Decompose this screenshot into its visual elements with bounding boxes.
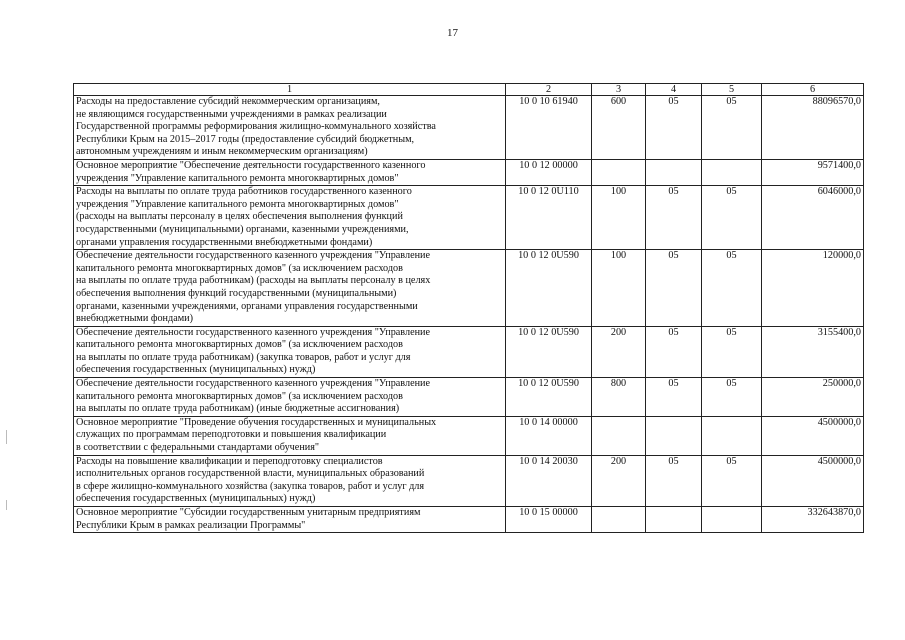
row-amount: 9571400,0 (762, 159, 864, 185)
row-description (74, 378, 506, 417)
row-description (74, 416, 506, 455)
description-line: Основное мероприятие "Обеспечение деятельности государственного казенного (76, 159, 426, 171)
row-expense-type: 100 (592, 250, 646, 327)
row-subsection (702, 416, 762, 455)
row-amount: 4500000,0 (762, 455, 864, 506)
table-row (74, 416, 864, 455)
row-expense-type (592, 507, 646, 533)
row-expense-type: 200 (592, 326, 646, 377)
description-line: внебюджетными фондами) (76, 313, 194, 325)
description-line: Основное мероприятие "Субсидии государственным унитарным предприятиям (76, 507, 421, 518)
row-section: 05 (646, 455, 702, 506)
col-header-3: 3 (592, 84, 646, 96)
binder-mark (6, 430, 7, 444)
col-header-1: 1 (74, 84, 506, 96)
description-line: не являющимся государственными учреждениями в рамках реализации (76, 108, 387, 120)
row-section: 05 (646, 250, 702, 327)
description-line: Расходы на повышение квалификации и переподготовку специалистов (76, 455, 383, 467)
description-line: капитального ремонта многоквартирных домов" (за исключением расходов (76, 339, 403, 351)
row-description (74, 455, 506, 506)
row-amount: 250000,0 (762, 378, 864, 417)
row-target-code: 10 0 12 0U590 (506, 378, 592, 417)
description-line: на выплаты по оплате труда работникам) (закупка товаров, работ и услуг для (76, 351, 411, 363)
row-amount: 4500000,0 (762, 416, 864, 455)
row-subsection (702, 159, 762, 185)
description-line: исполнительных органов государственной власти, муниципальных образований (76, 468, 425, 480)
description-line: обеспечения выполнения функций государственными (муниципальными) (76, 287, 397, 299)
description-line: учреждения "Управление капитального ремонта многоквартирных домов" (76, 172, 399, 184)
header-row (74, 84, 864, 96)
row-subsection: 05 (702, 455, 762, 506)
row-expense-type (592, 416, 646, 455)
row-section: 05 (646, 186, 702, 250)
row-amount: 88096570,0 (762, 96, 864, 160)
col-header-5: 5 (702, 84, 762, 96)
row-expense-type: 800 (592, 378, 646, 417)
row-description (74, 159, 506, 185)
row-target-code: 10 0 15 00000 (506, 507, 592, 533)
row-description (74, 507, 506, 533)
row-target-code: 10 0 12 00000 (506, 159, 592, 185)
description-line: капитального ремонта многоквартирных домов" (за исключением расходов (76, 390, 403, 402)
description-line: Обеспечение деятельности государственного казенного учреждения "Управление (76, 326, 431, 338)
row-description (74, 186, 506, 250)
description-line: Республики Крым на 2015–2017 годы (предоставление субсидий бюджетным, (76, 133, 415, 145)
description-line: (расходы на выплаты персоналу в целях обеспечения выполнения функций (76, 211, 403, 223)
description-line: Расходы на выплаты по оплате труда работников государственного казенного (76, 186, 412, 198)
table-row (74, 326, 864, 377)
row-section (646, 416, 702, 455)
row-section: 05 (646, 326, 702, 377)
row-subsection: 05 (702, 326, 762, 377)
table-row (74, 159, 864, 185)
description-line: в соответствии с федеральными стандартами обучения" (76, 442, 320, 454)
row-target-code: 10 0 14 00000 (506, 416, 592, 455)
row-subsection: 05 (702, 378, 762, 417)
row-description (74, 326, 506, 377)
row-target-code: 10 0 10 61940 (506, 96, 592, 160)
description-line: капитального ремонта многоквартирных домов" (за исключением расходов (76, 262, 403, 274)
row-target-code: 10 0 12 0U110 (506, 186, 592, 250)
row-target-code: 10 0 14 20030 (506, 455, 592, 506)
row-subsection: 05 (702, 250, 762, 327)
row-description (74, 96, 506, 160)
description-line: на выплаты по оплате труда работникам) (расходы на выплаты персоналу в целях (76, 275, 431, 287)
row-target-code: 10 0 12 0U590 (506, 250, 592, 327)
row-subsection: 05 (702, 96, 762, 160)
description-line: учреждения "Управление капитального ремонта многоквартирных домов" (76, 198, 399, 210)
table-row (74, 186, 864, 250)
row-expense-type: 600 (592, 96, 646, 160)
description-line: Основное мероприятие "Проведение обучения государственных и муниципальных (76, 416, 437, 428)
description-line: автономным учреждениям и иным некоммерческим организациям) (76, 146, 368, 158)
row-expense-type: 100 (592, 186, 646, 250)
row-expense-type (592, 159, 646, 185)
row-amount: 6046000,0 (762, 186, 864, 250)
row-target-code: 10 0 12 0U590 (506, 326, 592, 377)
description-line: в сфере жилищно-коммунального хозяйства (закупка товаров, работ и услуг для (76, 480, 425, 492)
col-header-4: 4 (646, 84, 702, 96)
table-row (74, 378, 864, 417)
description-line: служащих по программам переподготовки и повышения квалификации (76, 429, 387, 441)
row-amount: 332643870,0 (762, 507, 864, 533)
description-line: органами управления государственными внебюджетными фондами) (76, 236, 373, 248)
description-line: государственными (муниципальными) органами, казенными учреждениями, (76, 223, 409, 235)
row-section (646, 507, 702, 533)
table-row (74, 250, 864, 327)
binder-mark (6, 500, 7, 510)
row-subsection (702, 507, 762, 533)
col-header-2: 2 (506, 84, 592, 96)
row-section: 05 (646, 96, 702, 160)
row-expense-type: 200 (592, 455, 646, 506)
description-line: обеспечения государственных (муниципальных) нужд) (76, 493, 316, 505)
table-body (74, 96, 864, 533)
row-amount: 3155400,0 (762, 326, 864, 377)
description-line: Обеспечение деятельности государственного казенного учреждения "Управление (76, 378, 431, 390)
description-line: Обеспечение деятельности государственного казенного учреждения "Управление (76, 250, 431, 262)
row-section (646, 159, 702, 185)
budget-table (73, 83, 864, 533)
description-line: Расходы на предоставление субсидий некоммерческим организациям, (76, 96, 380, 107)
description-line: на выплаты по оплате труда работникам) (иные бюджетные ассигнования) (76, 403, 400, 415)
description-line: обеспечения государственных (муниципальных) нужд) (76, 364, 316, 376)
table-row (74, 507, 864, 533)
row-subsection: 05 (702, 186, 762, 250)
row-section: 05 (646, 378, 702, 417)
row-amount: 120000,0 (762, 250, 864, 327)
col-header-6: 6 (762, 84, 864, 96)
description-line: Государственной программы реформирования жилищно-коммунального хозяйства (76, 121, 436, 133)
description-line: Республики Крым в рамках реализации Программы" (76, 519, 306, 531)
page-number: 17 (447, 27, 458, 39)
table-row (74, 96, 864, 160)
description-line: органами, казенными учреждениями, органами управления государственными (76, 300, 418, 312)
table-row (74, 455, 864, 506)
row-description (74, 250, 506, 327)
